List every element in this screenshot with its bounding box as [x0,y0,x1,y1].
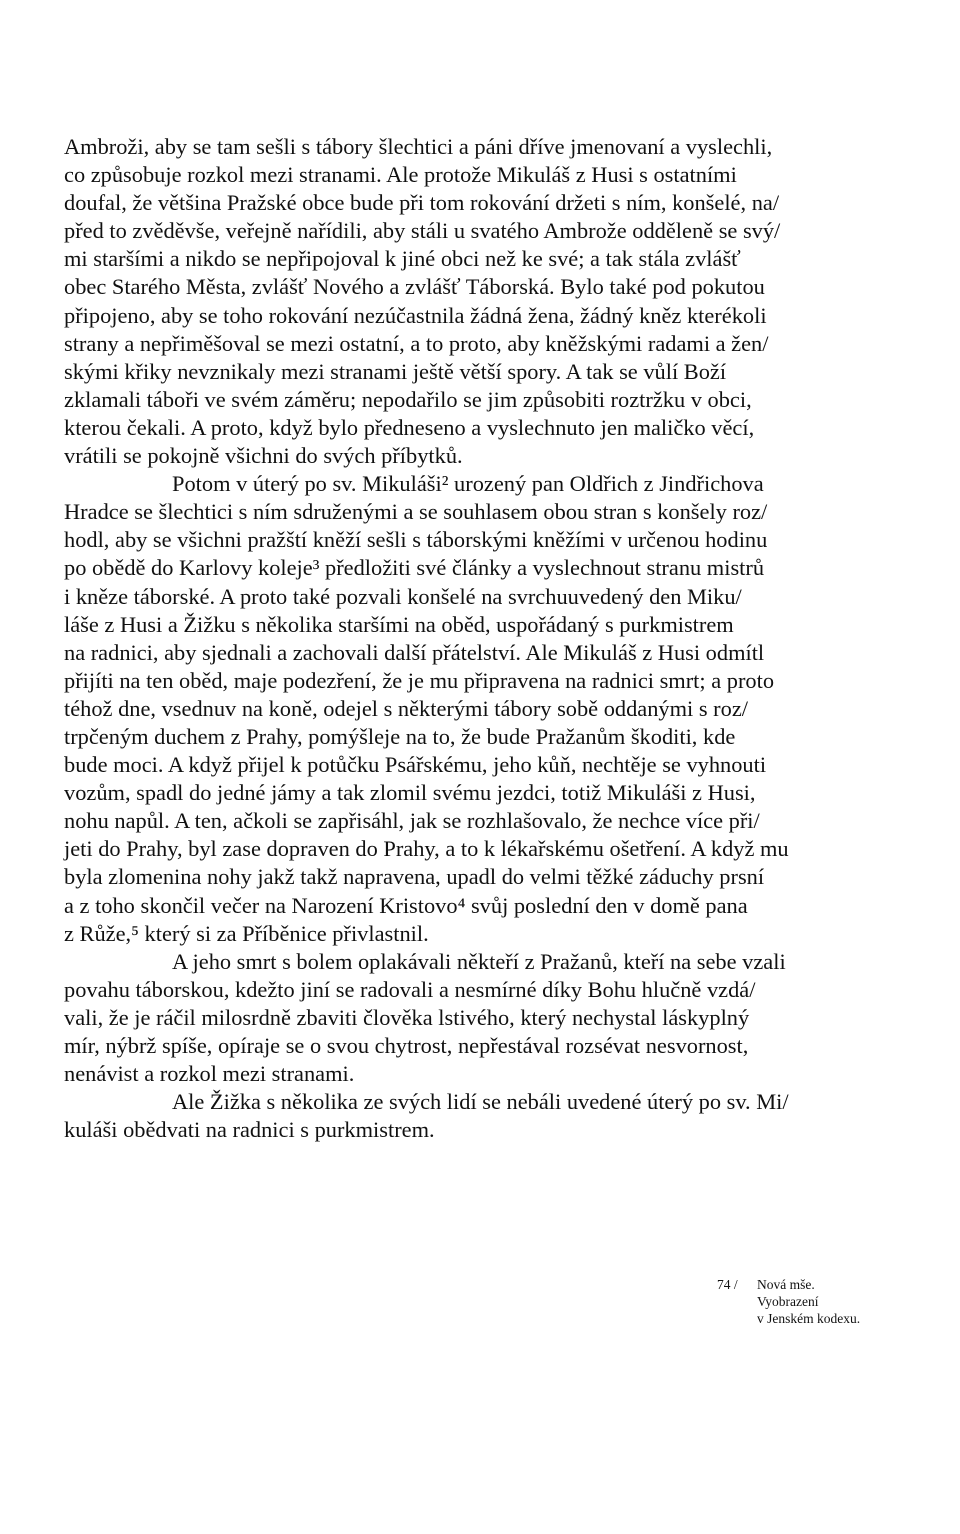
text-line: trpčeným duchem z Prahy, pomýšleje na to, že bude Pražanům škoditi, kde [64,723,736,749]
figure-caption [717,1276,860,1327]
paragraph-start-line: Potom v úterý po sv. Mikuláši² urozený pan Oldřich z Jindřichova [172,471,764,497]
text-line: nenávist a rozkol mezi stranami. [64,1061,355,1087]
caption-row [717,1276,860,1293]
text-line: byla zlomenina nohy jakž takž napravena, upadl do velmi těžké záduchy prsní [64,864,765,890]
text-line: před to zvěděvše, veřejně nařídili, aby stáli u svatého Ambrože odděleně se svý/ [64,218,781,244]
text-line: zklamali táboři ve svém záměru; nepodařilo se jim způsobiti roztržku v obci, [64,386,752,412]
text-line: nohu napůl. A ten, ačkoli se zapřisáhl, jak se rozhlašovalo, že nechce více při/ [64,808,760,834]
text-line: přijíti na ten oběd, maje podezření, že je mu připravena na radnici smrt; a proto [64,667,775,693]
text-line: vali, že je ráčil milosrdně zbaviti člověka lstivého, který nechystal láskyplný [64,1004,750,1030]
text-line: kuláši obědvati na radnici s purkmistrem. [64,1117,435,1143]
paragraph-start-line: A jeho smrt s bolem oplakávali někteří z Pražanů, kteří na sebe vzali [172,948,786,974]
text-line: připojeno, aby se toho rokování nezúčastnila žádná žena, žádný kněz kterékoli [64,302,767,328]
text-line: co způsobuje rozkol mezi stranami. Ale protože Mikuláš z Husi s ostatními [64,162,737,188]
caption-figure-number: 74 / [717,1277,738,1292]
text-line: strany a nepřiměšoval se mezi ostatní, a to proto, aby kněžskými radami a žen/ [64,330,769,356]
text-line: Hradce se šlechtici s ním sdruženými a se souhlasem obou stran s konšely roz/ [64,499,768,525]
caption-row [717,1293,860,1310]
text-line: mi staršími a nikdo se nepřipojoval k jiné obci než ke své; a tak stála zvlášť [64,246,741,272]
text-line: mír, nýbrž spíše, opíraje se o svou chytrost, nepřestával rozsévat nesvornost, [64,1033,749,1058]
text-line: téhož dne, vsednuv na koně, odejel s některými tábory sobě oddanými s roz/ [64,695,748,721]
text-line: vozům, spadl do jedné jámy a tak zlomil svému jezdci, totiž Mikuláši z Husi, [64,780,756,806]
text-line: láše z Husi a Žižku s několika staršími na oběd, uspořádaný s purkmistrem [64,611,734,637]
text-line: vrátili se pokojně všichni do svých příbytků. [64,443,463,469]
paragraph-start-line: Ale Žižka s několika ze svých lidí se nebáli uvedené úterý po sv. Mi/ [172,1089,789,1115]
text-line: povahu táborskou, kdežto jiní se radovali a nesmírné díky Bohu hlučně vzdá/ [64,976,756,1002]
text-line: Ambroži, aby se tam sešli s tábory šlechtici a páni dříve jmenovaní a vyslechli, [64,134,773,159]
caption-title: Nová mše. [757,1277,815,1292]
text-line: na radnici, aby sjednali a zachovali další přátelství. Ale Mikuláš z Husi odmítl [64,639,765,665]
text-line: i kněze táborské. A proto také pozvali konšelé na svrchuuvedený den Miku/ [64,583,742,609]
caption-row [717,1310,860,1327]
text-line: po obědě do Karlovy koleje³ předložiti své články a vyslechnout stranu mistrů [64,555,765,581]
text-line: z Růže,⁵ který si za Příběnice přivlastnil. [64,920,429,946]
caption-text: v Jenském kodexu. [757,1311,861,1326]
text-line: obec Starého Města, zvlášť Nového a zvlášť Táborská. Bylo také pod pokutou [64,274,765,300]
text-line: skými křiky nevznikaly mezi stranami ještě větší spory. A tak se vůlí Boží [64,358,727,384]
text-line: a z toho skončil večer na Narození Kristovo⁴ svůj poslední den v domě pana [64,892,748,918]
caption-text: Vyobrazení [757,1294,819,1309]
text-line: doufal, že většina Pražské obce bude při tom rokování držeti s ním, konšelé, na/ [64,190,780,216]
text-line: kterou čekali. A proto, když bylo předneseno a vyslechnuto jen maličko věcí, [64,414,755,440]
body-text [64,133,904,1144]
text-line: hodl, aby se všichni pražští kněží sešli s táborskými kněžími v určenou hodinu [64,527,768,553]
text-line: jeti do Prahy, byl zase dopraven do Prahy, a to k lékařskému ošetření. A když mu [64,836,789,862]
text-line: bude moci. A když přijel k potůčku Psářskému, jeho kůň, nechtěje se vyhnouti [64,752,767,778]
